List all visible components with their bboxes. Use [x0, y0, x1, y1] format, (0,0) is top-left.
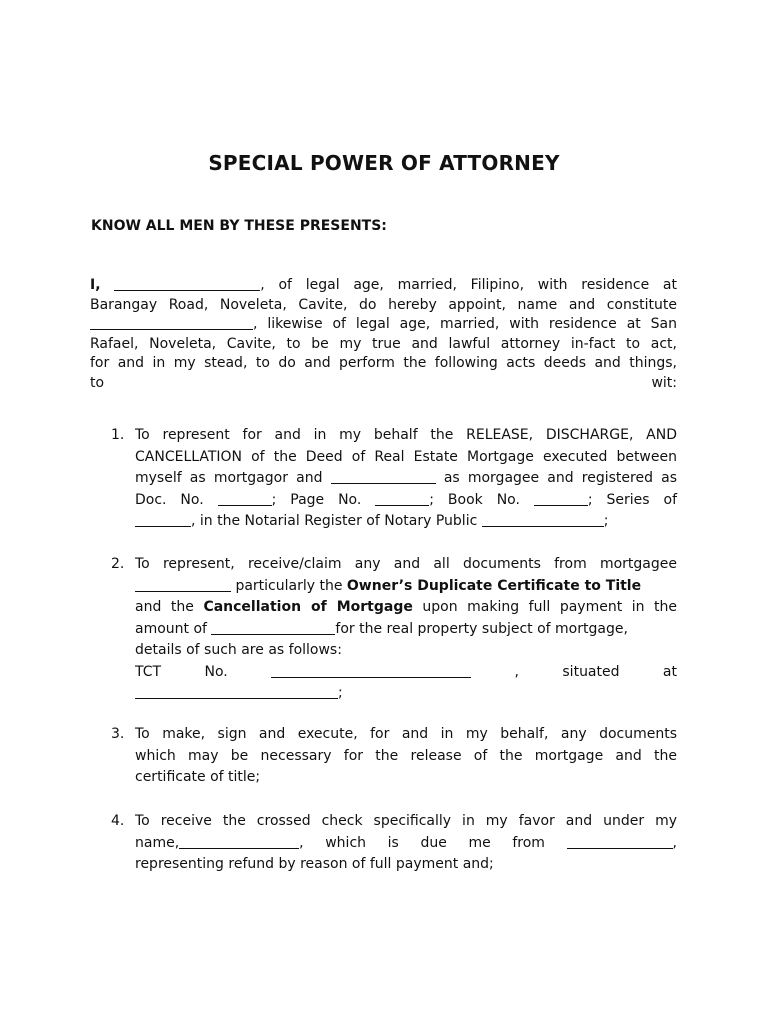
intro-to: to — [90, 374, 105, 391]
item-2-line-4 — [135, 619, 677, 641]
item-1-line-3a: myself as mortgagor and — [135, 470, 323, 486]
item-2-line-3 — [135, 597, 677, 619]
page-no-label: ; Page No. — [271, 491, 362, 508]
item-4-line-2b: , which is — [299, 834, 399, 851]
mortgagee-blank — [331, 469, 436, 484]
page-no-blank — [375, 491, 429, 506]
attorney-name-blank — [90, 315, 253, 330]
tct-no-blank — [271, 663, 471, 678]
item-4-line-1: To receive the crossed check specifically in my favor and under my — [135, 813, 677, 829]
item-4-line-2d: , — [672, 834, 677, 851]
item-2-line-3c: upon making full payment in the — [422, 599, 678, 615]
item-1-line-3b: as morgagee and registered as — [443, 470, 678, 486]
doc-no-blank — [218, 491, 272, 506]
item-1-line-4 — [135, 490, 677, 512]
item-1-line-2: CANCELLATION of the Deed of Real Estate Mortgage executed between — [135, 448, 677, 465]
item-number: 1. — [111, 427, 125, 443]
item-4-line-3: representing refund by reason of full payment and; — [135, 856, 494, 872]
item-number: 3. — [111, 726, 125, 742]
book-no-blank — [534, 491, 588, 506]
item-1-line-3 — [135, 468, 677, 490]
series-label: ; Series of — [587, 491, 678, 508]
intro-paragraph — [90, 276, 677, 393]
intro-line-4: Rafael, Noveleta, Cavite, to be my true and lawful attorney in-fact to act, — [90, 335, 677, 352]
situated-label: situated — [562, 663, 620, 680]
intro-line-2: Barangay Road, Noveleta, Cavite, do hereby appoint, name and constitute — [90, 296, 677, 313]
principal-name-blank — [114, 276, 260, 291]
item-1-line-5b: ; — [603, 513, 609, 529]
know-all-men-heading: KNOW ALL MEN BY THESE PRESENTS: — [91, 218, 387, 234]
item-4-line-2 — [135, 833, 677, 855]
item-2-line-7-text: ; — [338, 685, 343, 701]
item-2-line-5: details of such are as follows: — [135, 642, 342, 658]
intro-wit: wit: — [651, 374, 677, 391]
intro-line-1-text: , of legal age, married, Filipino, with residence at — [260, 277, 677, 293]
intro-line-3 — [90, 315, 677, 335]
tct-comma: , — [514, 663, 519, 680]
intro-line-3-text: , likewise of legal age, married, with residence at San — [253, 316, 677, 332]
at-label: at — [662, 663, 677, 680]
owners-duplicate-certificate: Owner’s Duplicate Certificate to Title — [346, 577, 642, 594]
item-1-line-1: To represent for and in my behalf the RELEASE, DISCHARGE, AND — [135, 427, 677, 443]
book-no-label: ; Book No. — [429, 491, 520, 508]
list-item-4 — [111, 811, 677, 876]
tct-no-label: No. — [204, 663, 228, 680]
item-2-line-4b: for the real property subject of mortgage, — [335, 620, 628, 637]
list-item-3 — [111, 724, 677, 789]
location-blank — [135, 684, 338, 699]
from-blank — [567, 834, 673, 849]
amount-blank — [211, 620, 335, 635]
item-3-line-2: which may be necessary for the release of the mortgage and the — [135, 747, 677, 764]
item-number: 4. — [111, 813, 125, 829]
item-2-line-2a: particularly the — [235, 577, 343, 594]
item-2-line-4a: amount of — [135, 620, 207, 637]
series-blank — [135, 512, 191, 527]
payee-name-blank — [179, 834, 299, 849]
item-1-line-5 — [135, 511, 677, 533]
document-title: SPECIAL POWER OF ATTORNEY — [208, 151, 560, 175]
list-item-2 — [111, 554, 678, 705]
list-item-1 — [111, 425, 678, 533]
doc-no-label: Doc. No. — [135, 491, 204, 508]
tct-label: TCT — [135, 663, 162, 680]
item-2-line-7 — [135, 683, 677, 705]
notary-blank — [482, 512, 604, 527]
cancellation-of-mortgage: Cancellation of Mortgage — [203, 599, 413, 615]
item-4-line-2c: due me from — [420, 834, 545, 851]
item-3-line-3: certificate of title; — [135, 769, 261, 785]
item-2-line-2 — [135, 576, 677, 598]
item-2-line-6 — [135, 662, 677, 684]
intro-line-1 — [90, 276, 677, 296]
intro-line-6 — [90, 374, 677, 394]
mortgagee-2-blank — [135, 577, 231, 592]
item-4-line-2a: name, — [135, 834, 180, 851]
item-1-line-5a: , in the Notarial Register of Notary Public — [191, 513, 478, 529]
intro-line-5: for and in my stead, to do and perform the following acts deeds and things, — [90, 355, 677, 371]
intro-i: I, — [90, 277, 101, 293]
item-number: 2. — [111, 556, 125, 572]
item-2-line-1: To represent, receive/claim any and all documents from mortgagee — [135, 556, 677, 572]
item-3-line-1: To make, sign and execute, for and in my behalf, any documents — [135, 726, 677, 742]
item-2-line-3a: and the — [135, 599, 194, 615]
